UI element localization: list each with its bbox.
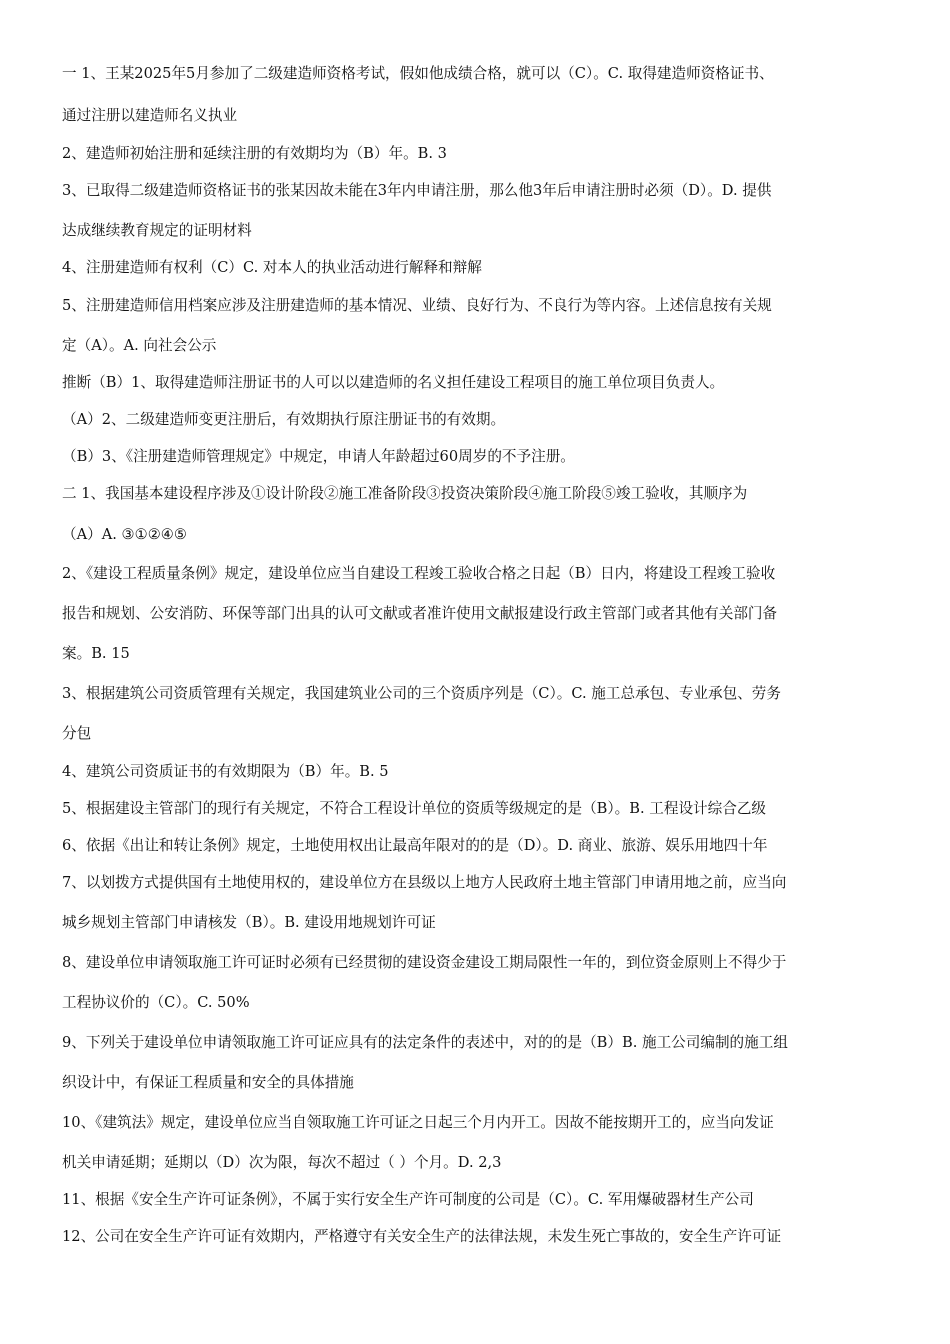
text-line: 推断（B）1、取得建造师注册证书的人可以以建造师的名义担任建设工程项目的施工单位项目负责人。 <box>62 374 725 391</box>
text-line: 机关申请延期；延期以（D）次为限，每次不超过（ ）个月。D. 2,3 <box>62 1154 502 1171</box>
text-line: 达成继续教育规定的证明材料 <box>62 222 252 239</box>
text-line: 11、根据《安全生产许可证条例》，不属于实行安全生产许可制度的公司是（C）。C. 军用爆破器材生产公司 <box>62 1191 754 1208</box>
text-line: 3、根据建筑公司资质管理有关规定，我国建筑业公司的三个资质序列是（C）。C. 施工总承包、专业承包、劳务 <box>62 685 781 702</box>
text-line: 3、已取得二级建造师资格证书的张某因故未能在3年内申请注册，那么他3年后申请注册时必须（D）。D. 提供 <box>62 182 772 199</box>
text-line: 4、注册建造师有权利（C）C. 对本人的执业活动进行解释和辩解 <box>62 259 482 276</box>
text-line: 10、《建筑法》规定，建设单位应当自领取施工许可证之日起三个月内开工。因故不能按期开工的，应当向发证 <box>62 1114 774 1131</box>
text-line: （A）A. ③①②④⑤ <box>62 526 187 543</box>
text-line: 12、公司在安全生产许可证有效期内，严格遵守有关安全生产的法律法规，未发生死亡事故的，安全生产许可证 <box>62 1228 782 1245</box>
text-line: 8、建设单位申请领取施工许可证时必须有已经贯彻的建设资金建设工期局限性一年的，到位资金原则上不得少于 <box>62 954 787 971</box>
text-line: 案。B. 15 <box>62 645 130 662</box>
text-line: 报告和规划、公安消防、环保等部门出具的认可文献或者准许使用文献报建设行政主管部门或者其他有关部门备 <box>62 605 778 622</box>
text-line: 通过注册以建造师名义执业 <box>62 107 238 124</box>
text-line: 2、《建设工程质量条例》规定，建设单位应当自建设工程竣工验收合格之日起（B）日内，将建设工程竣工验收 <box>62 565 776 582</box>
text-line: 5、注册建造师信用档案应涉及注册建造师的基本情况、业绩、良好行为、不良行为等内容。上述信息按有关规 <box>62 297 772 314</box>
text-line: 二 1、我国基本建设程序涉及①设计阶段②施工准备阶段③投资决策阶段④施工阶段⑤竣工验收，其顺序为 <box>62 485 748 502</box>
text-line: 7、以划拨方式提供国有土地使用权的，建设单位方在县级以上地方人民政府土地主管部门申请用地之前，应当向 <box>62 874 787 891</box>
text-line: （B）3、《注册建造师管理规定》中规定，申请人年龄超过60周岁的不予注册。 <box>62 448 575 465</box>
text-line: 5、根据建设主管部门的现行有关规定，不符合工程设计单位的资质等级规定的是（B）。B. 工程设计综合乙级 <box>62 800 767 817</box>
text-line: 分包 <box>62 725 92 742</box>
text-line: 4、建筑公司资质证书的有效期限为（B）年。B. 5 <box>62 763 389 780</box>
text-line: 工程协议价的（C）。C. 50% <box>62 994 250 1011</box>
text-line: 一 1、王某2025年5月参加了二级建造师资格考试，假如他成绩合格，就可以（C）。C. 取得建造师资格证书、 <box>62 65 774 82</box>
text-line: 城乡规划主管部门申请核发（B）。B. 建设用地规划许可证 <box>62 914 436 931</box>
text-line: 2、建造师初始注册和延续注册的有效期均为（B）年。B. 3 <box>62 145 447 162</box>
text-line: 织设计中，有保证工程质量和安全的具体措施 <box>62 1074 354 1091</box>
text-line: （A）2、二级建造师变更注册后，有效期执行原注册证书的有效期。 <box>62 411 506 428</box>
text-line: 定（A）。A. 向社会公示 <box>62 337 217 354</box>
text-line: 9、下列关于建设单位申请领取施工许可证应具有的法定条件的表述中，对的的是（B）B. 施工公司编制的施工组 <box>62 1034 788 1051</box>
text-line: 6、依据《出让和转让条例》规定，土地使用权出让最高年限对的的是（D）。D. 商业、旅游、娱乐用地四十年 <box>62 837 768 854</box>
